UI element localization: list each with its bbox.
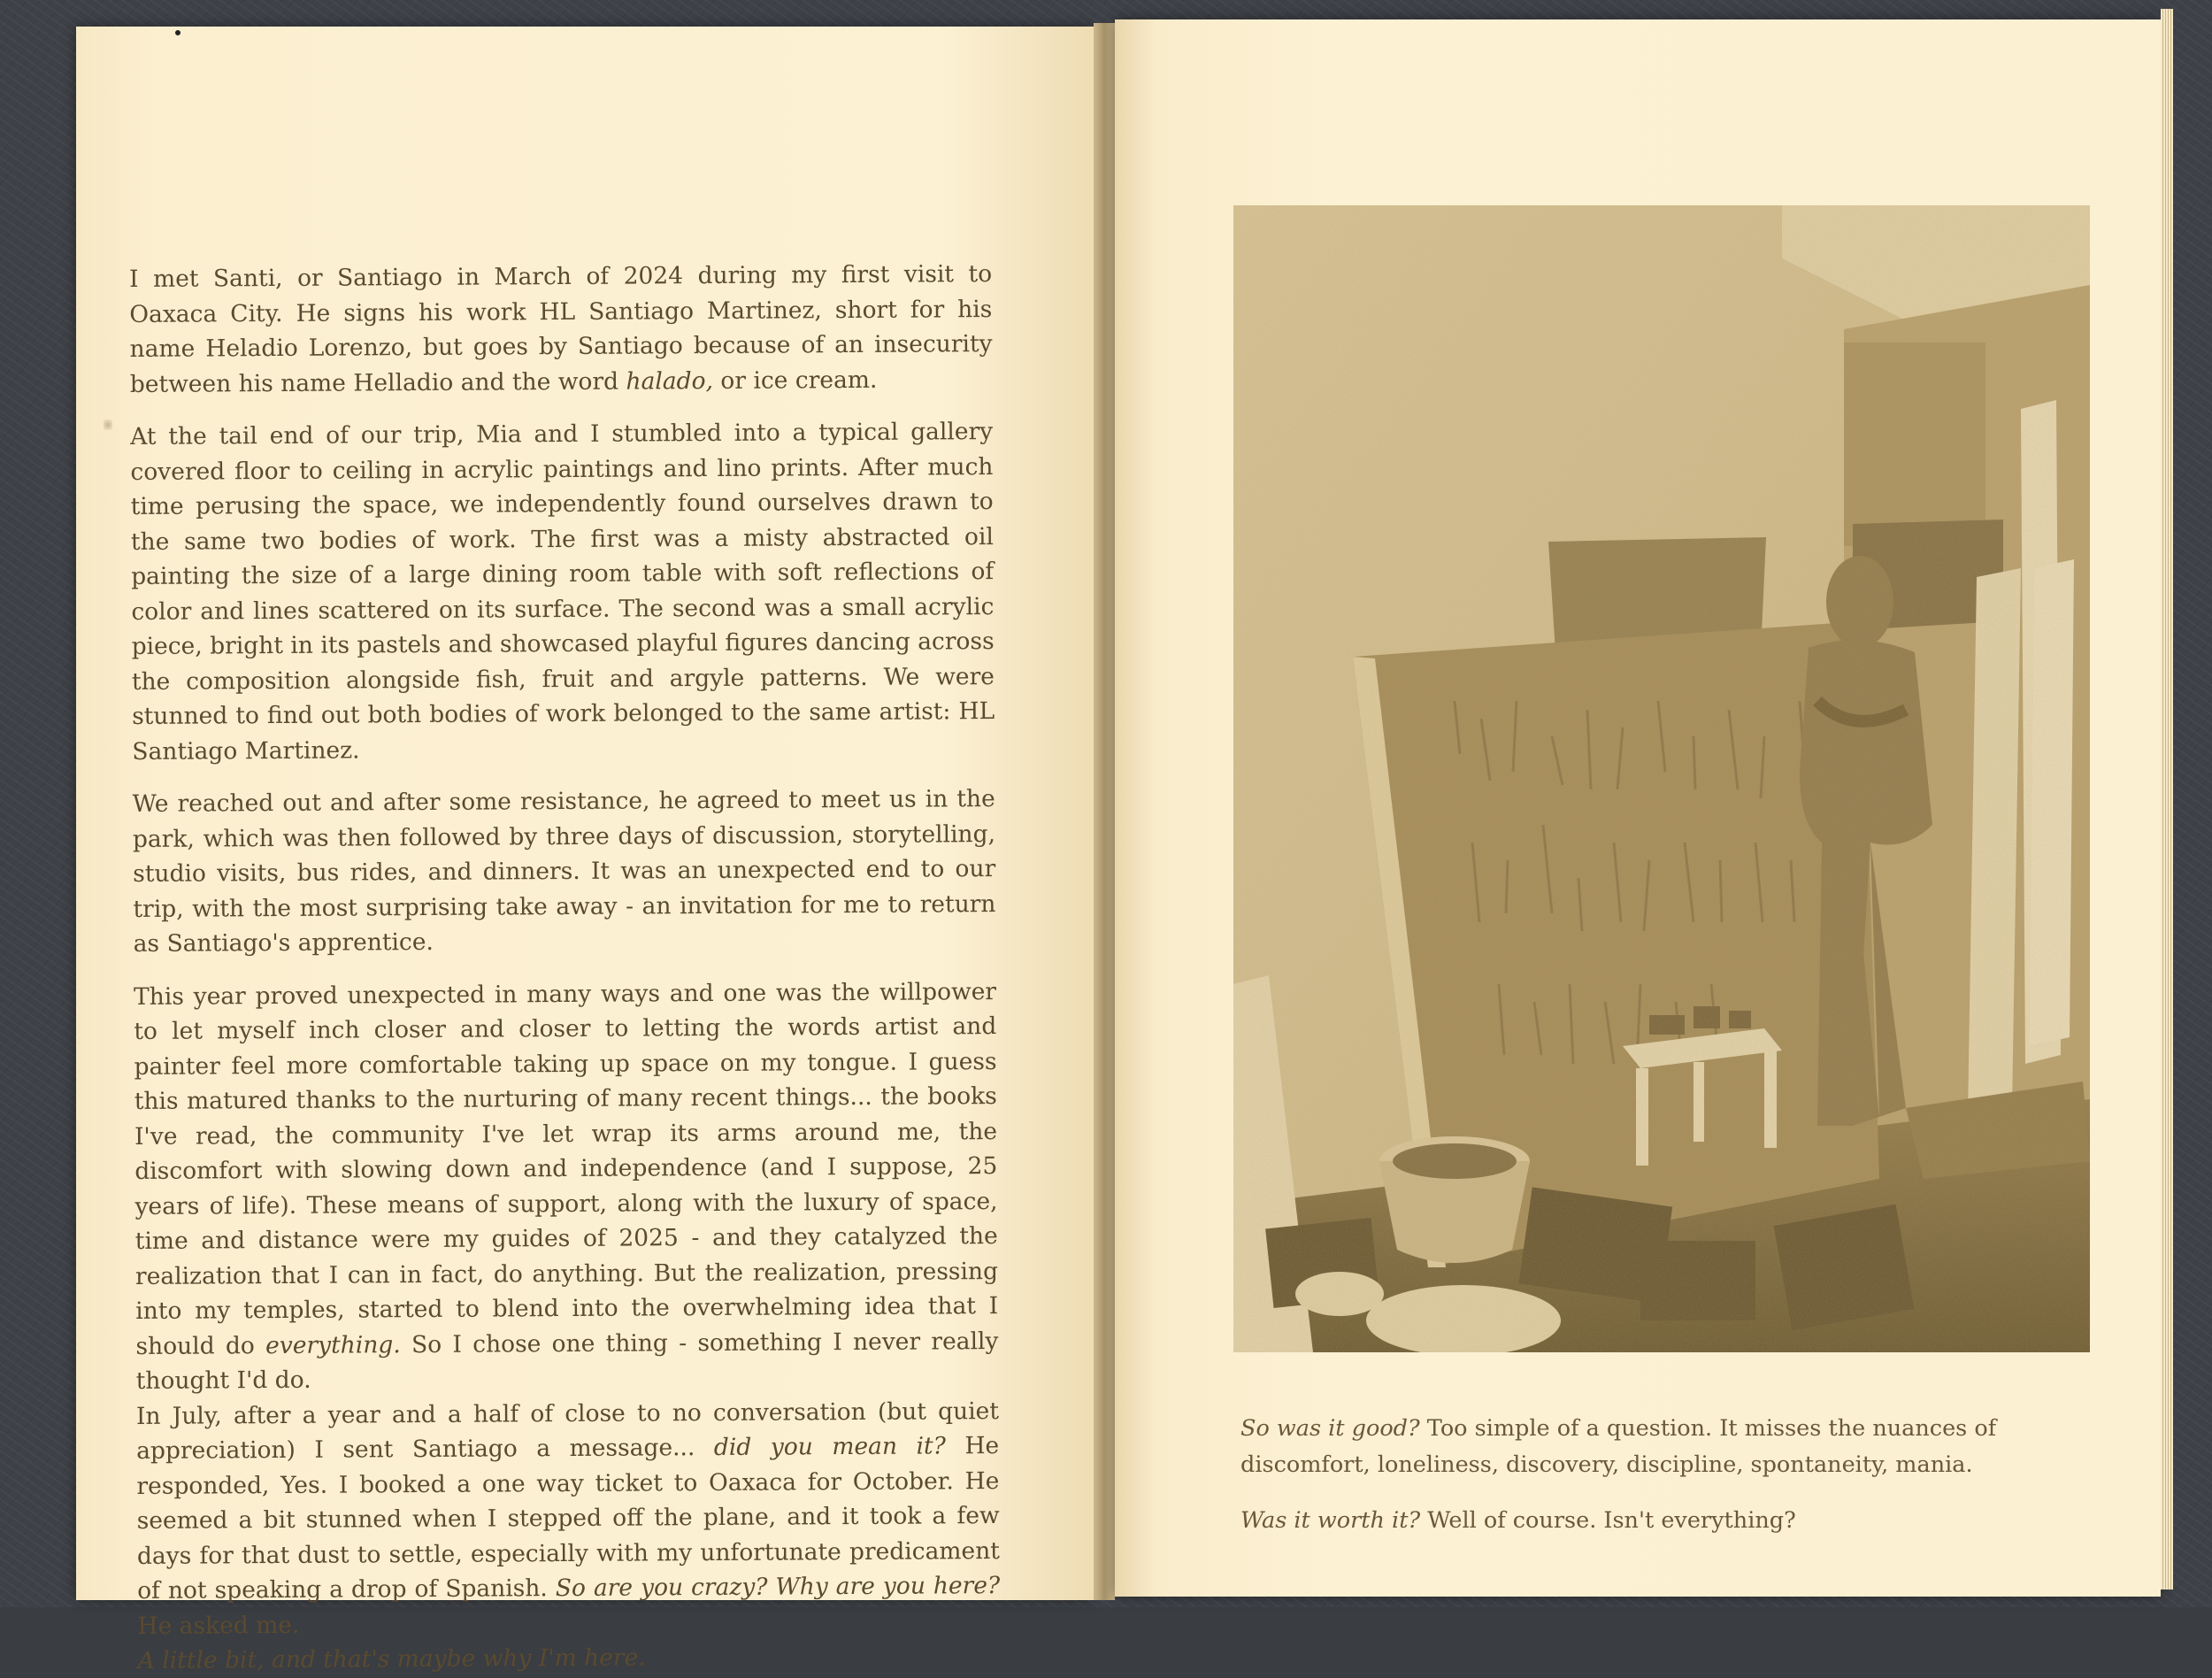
caption-line-2 [1240,1503,2099,1539]
paragraph-4 [134,974,999,1399]
paragraph-1-italic: halado, [626,366,714,396]
paragraph-5-italic-1: did you mean it? [713,1432,946,1461]
paragraph-5 [136,1394,1001,1643]
essay-text [129,257,1001,1678]
caption-2-italic: Was it worth it? [1240,1507,1421,1534]
paragraph-3: We reached out and after some resistance, he agreed to meet us in the park, which was then followed by three days of discussion, storytelling, studio visits, bus rides, and dinners. It was an unexpected end to our trip, with the most surprising take away - an invitation for me to return as Santiago's apprentice. [132,785,996,958]
paragraph-4-text: This year proved unexpected in many ways and one was the willpower to let myself inch closer and closer to letting the words artist and painter feel more comfortable taking up space on my tongue. I guess this matured thanks to the nurturing of many recent things... the books I've read, the community I've let wrap its arms around me, the discomfort with slowing down and independence (and I suppose, 25 years of life). These means of support, along with the luxury of space, time and distance were my guides of 2025 - and they catalyzed the realization that I can in fact, do anything. But the realization, pressing into my temples, started to blend into the overwhelming idea that I should do [133,977,999,1360]
studio-photo-illustration [1233,205,2090,1352]
paragraph-4-end: So I chose one thing - something I never really thought I'd do. [135,1327,999,1395]
paragraph-5-part-1: In July, after a year and a half of close to no conversation (but quiet appreciation) I sent Santiago a message... [135,1397,1000,1465]
page-edges [2161,9,2173,1589]
paragraph-5-italic-2: So are you crazy? Why are you here? [555,1572,1001,1603]
photo-caption [1240,1411,2099,1539]
paragraph-5-part-2: He responded, Yes. I booked a one way ticket to Oaxaca for October. He seemed a bit stunned when I stepped off the plane, and it took a few days for that dust to settle, especially with my unfortunate predicament of not speaking a drop of Spanish. [136,1432,1001,1605]
closing-line [138,1638,1001,1678]
caption-line-1 [1240,1411,2099,1483]
paragraph-4-italic: everything. [265,1330,401,1359]
paragraph-1-end: or ice cream. [712,366,878,395]
ink-mark [175,30,180,35]
paragraph-1 [129,257,993,402]
studio-photo [1233,205,2090,1352]
paragraph-2: At the tail end of our trip, Mia and I stumbled into a typical gallery covered floor to ceiling in acrylic paintings and lino prints. After much time perusing the space, we independently found ourselves drawn to the same two bodies of work. The first was a misty abstracted oil painting the size of a large dining room table with soft reflections of color and lines scattered on its surface. The second was a small acrylic piece, bright in its pastels and showcased playful figures dancing across the composition alongside fish, fruit and argyle patterns. We were stunned to find out both bodies of work belonged to the same artist: HL Santiago Martinez. [130,418,995,766]
caption-1-text: Too simple of a question. It misses the nuances of discomfort, loneliness, discovery, discipline, spontaneity, mania. [1240,1415,1997,1478]
caption-2-text: Well of course. Isn't everything? [1420,1507,1796,1534]
paragraph-1-text: I met Santi, or Santiago in March of 2024 during my first visit to Oaxaca City. He signs his work HL Santiago Martinez, short for his name Heladio Lorenzo, but goes by Santiago because of an insecurity between his name Helladio and the word [129,260,993,398]
book-gutter [1094,23,1115,1600]
closing-line-italic: A little bit, and that's maybe why I'm here. [137,1643,646,1674]
paragraph-5-part-3: He asked me. [137,1611,300,1640]
paper-stain [104,420,112,430]
caption-1-italic: So was it good? [1240,1415,1420,1442]
